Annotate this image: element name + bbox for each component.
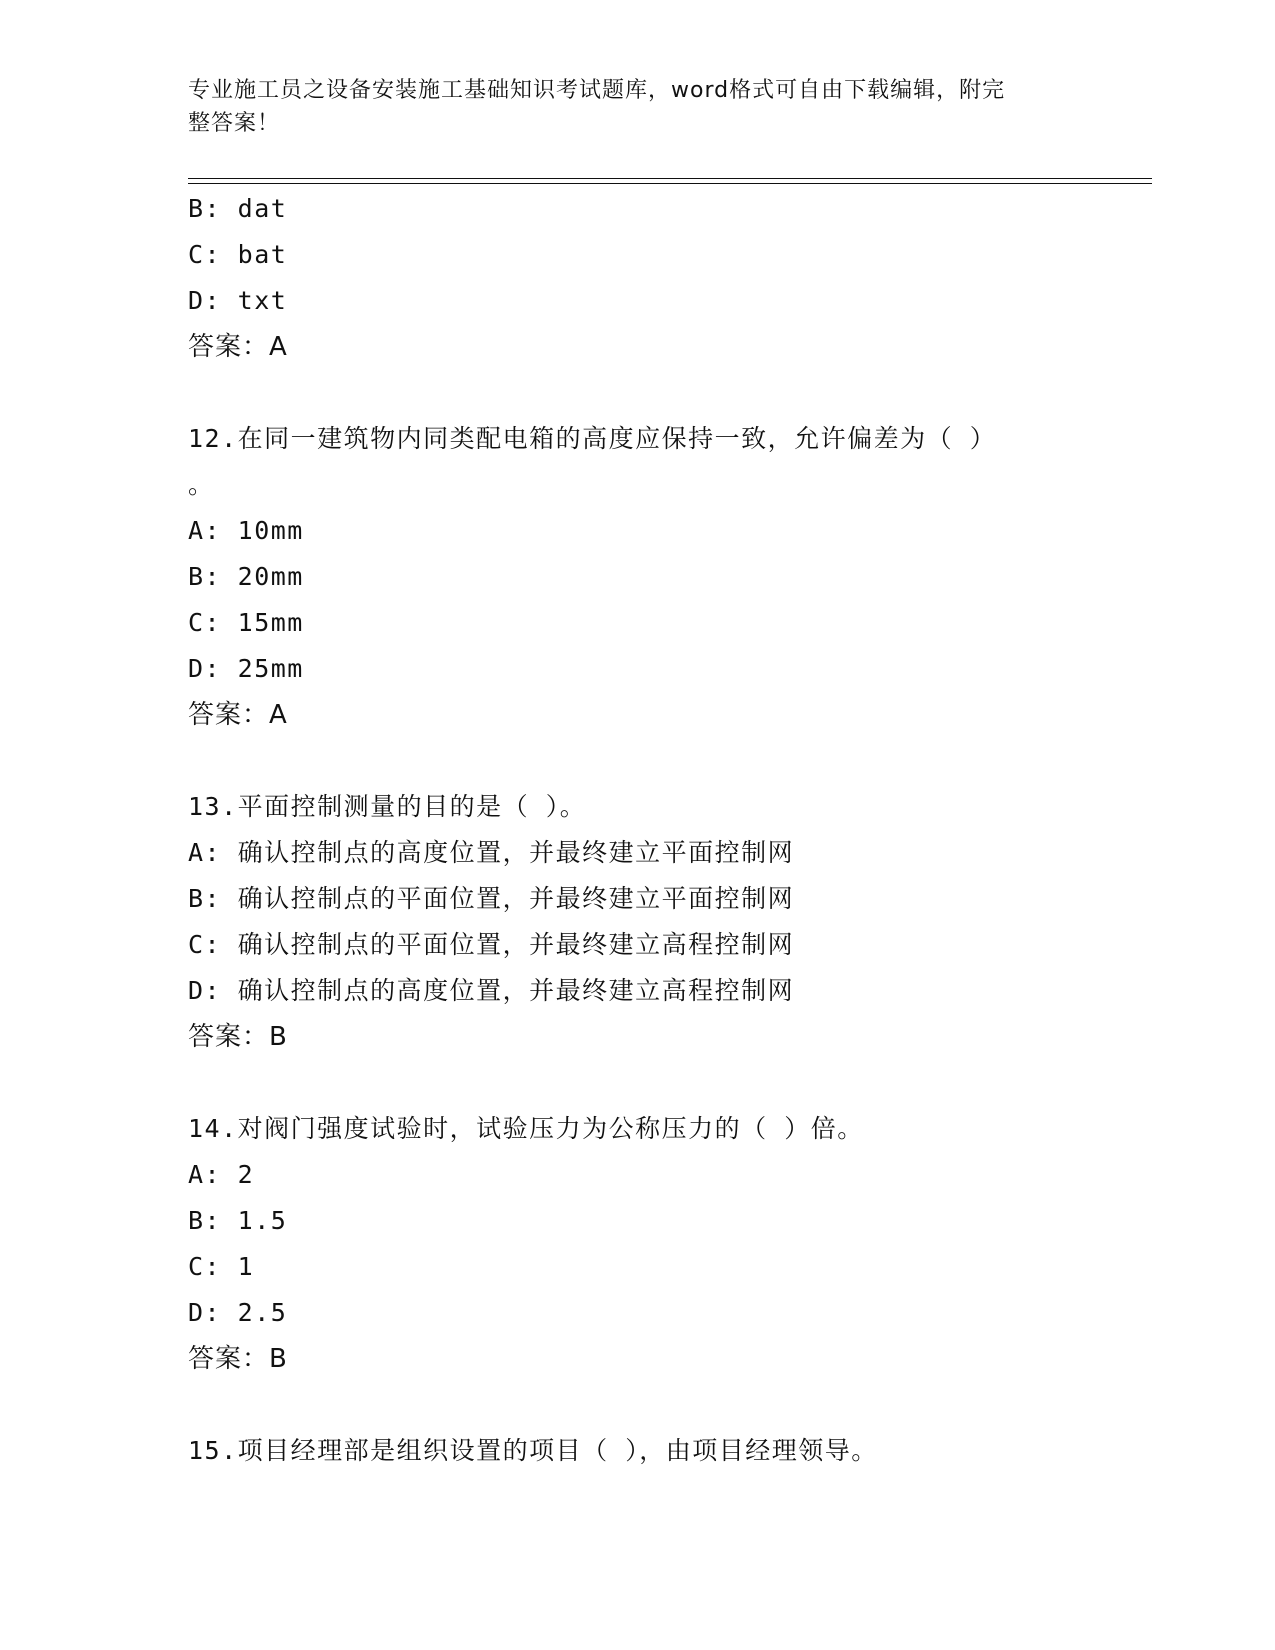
header-title-line-2: 整答案！ xyxy=(188,111,281,136)
document-header xyxy=(188,74,1068,140)
answer-line: 答案：A xyxy=(188,332,288,362)
answer-line: 答案：B xyxy=(188,1022,288,1052)
section-gap xyxy=(188,1382,1088,1428)
question-text-line: D: 确认控制点的高度位置，并最终建立高程控制网 xyxy=(188,976,795,1005)
question-text-line: B: 20mm xyxy=(188,562,304,591)
section-gap xyxy=(188,738,1088,784)
question-text-line: B: 1.5 xyxy=(188,1206,288,1235)
question-text-line: 14.对阀门强度试验时，试验压力为公称压力的（ ）倍。 xyxy=(188,1114,864,1143)
question-list xyxy=(188,186,1088,1474)
question-text-line: D: 25mm xyxy=(188,654,304,683)
header-divider-top xyxy=(188,178,1152,179)
answer-line: 答案：A xyxy=(188,700,288,730)
header-divider-bottom xyxy=(188,183,1152,184)
question-text-line: C: 1 xyxy=(188,1252,255,1281)
question-text-line: B: 确认控制点的平面位置，并最终建立平面控制网 xyxy=(188,884,795,913)
question-text-line: D: 2.5 xyxy=(188,1298,288,1327)
question-text-line: 15.项目经理部是组织设置的项目（ ），由项目经理领导。 xyxy=(188,1436,878,1465)
section-gap xyxy=(188,1060,1088,1106)
question-text-line: C: bat xyxy=(188,240,288,269)
question-text-line: A: 确认控制点的高度位置，并最终建立平面控制网 xyxy=(188,838,795,867)
question-text-line: C: 15mm xyxy=(188,608,304,637)
section-gap xyxy=(188,370,1088,416)
question-text-line: C: 确认控制点的平面位置，并最终建立高程控制网 xyxy=(188,930,795,959)
question-text-line: 13.平面控制测量的目的是（ ）。 xyxy=(188,792,587,821)
question-text-line: A: 10mm xyxy=(188,516,304,545)
question-text-line: 。 xyxy=(188,470,215,499)
question-text-line: 12.在同一建筑物内同类配电箱的高度应保持一致，允许偏差为（ ） xyxy=(188,424,997,453)
question-text-line: B: dat xyxy=(188,194,288,223)
question-text-line: D: txt xyxy=(188,286,288,315)
answer-line: 答案：B xyxy=(188,1344,288,1374)
question-text-line: A: 2 xyxy=(188,1160,255,1189)
header-title-line-1: 专业施工员之设备安装施工基础知识考试题库，word格式可自由下载编辑，附完 xyxy=(188,78,1006,103)
